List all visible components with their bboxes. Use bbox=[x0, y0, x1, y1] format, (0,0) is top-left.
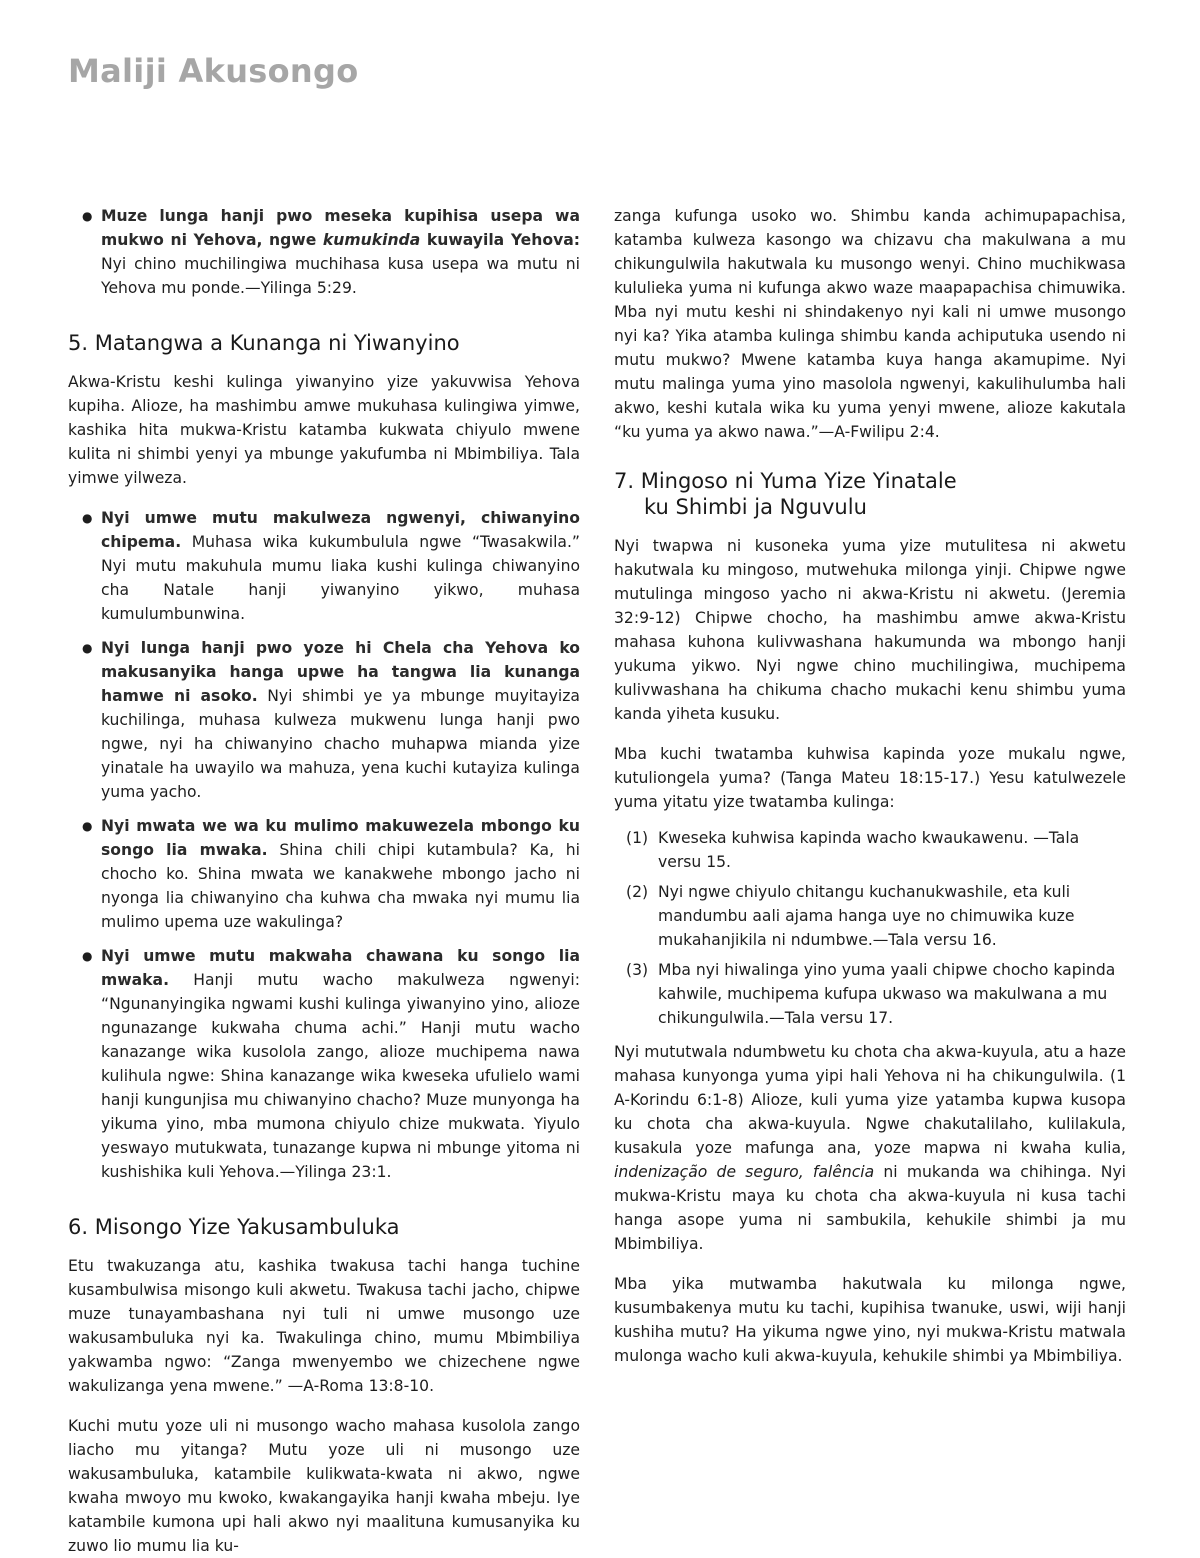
step-item bbox=[614, 826, 1126, 874]
continued-paragraph: zanga kufunga usoko wo. Shimbu kanda achimupapachisa, katamba kulweza kasongo wa chizavu cha makulwana a mu chikungulwila hakutwala ku musongo wenyi. Chino muchikwasa kululieka yuma ni kufunga akwo waze maapapachisa chimuwika. Mba nyi mutu keshi ni shindakenyo nyi kali ni umwe musongo nyi ka? Yika atamba kulinga shimbu kanda achiputuka usendo ni mutu mukwo? Mwene katamba kuya hanga akamupime. Nyi mutu malinga yuma yino masolola ngwenyi, kakulihulumba hali akwo, keshi kutala wika ku yuma yenyi mwene, alioze kakutala “ku yuma ya akwo nawa.”—A-Fwilipu 2:4. bbox=[614, 207, 1126, 441]
steps-list bbox=[614, 826, 1126, 1030]
step-number: (2) bbox=[626, 883, 649, 901]
step-text: Nyi ngwe chiyulo chitangu kuchanukwashile, eta kuli mandumbu aali ajama hanga uye no chimuwika kuze mukahanjikila ni ndumbwe.—Tala versu 16. bbox=[658, 883, 1075, 949]
left-column bbox=[68, 204, 580, 1558]
step-item bbox=[614, 880, 1126, 952]
bullet-text: Muhasa wika kukumbulula ngwe “Twasakwila.” Nyi mutu makuhula mumu liaka kushi kulinga chiwanyino cha Natale hanji yiwanyino yikwo, muhasa kumulumbunwina. bbox=[101, 533, 580, 623]
step-number: (1) bbox=[626, 829, 649, 847]
step-item bbox=[614, 958, 1126, 1030]
bullet-lead: Nyi umwe mutu makwaha chawana ku songo lia mwaka. bbox=[101, 947, 580, 989]
step-text: Mba nyi hiwalinga yino yuma yaali chipwe chocho kapinda kahwile, muchipema kufupa ukwaso wa makulwana a mu chikungulwila.—Tala versu 17. bbox=[658, 961, 1116, 1027]
bullet-text: Nyi shimbi ye ya mbunge muyitayiza kuchilinga, muhasa kulweza mukwenu lunga hanji pwo ngwe, nyi ha chiwanyino chacho muhapwa mianda yize yinatale ha uwayilo wa mahuza, yena kuchi kutayiza kulinga yuma yacho. bbox=[101, 687, 580, 801]
section-7-paragraph: Mba yika mutwamba hakutwala ku milonga ngwe, kusumbakenya mutu ku tachi, kupihisa twanuke, uswi, wiji hanji kushiha mutu? Ha yikuma ngwe yino, nyi mukwa-Kristu matwala mulonga wacho kuli akwa-kuyula, kehukile shimbi ya Mbimbiliya. bbox=[614, 1275, 1126, 1365]
section-7-paragraph: Nyi mututwala ndumbwetu ku chota cha akwa-kuyula, atu a haze mahasa kunyonga yuma yipi hali Yehova ni ha chikungulwila. (1 A-Korindu 6:1-8) Alioze, kuli yuma yize yatamba kupwa kusopa ku chota cha akwa-kuyula. Ngwe chakutalilaho, kulilakula, kusakula yoze mafunga ana, yoze mapwa ni kwaha kulia, indenização de seguro, falência ni mukanda wa chihinga. Nyi mukwa-Kristu maya ku chota cha akwa-kuyula ni kusa tachi hanga asope yuma ni sambukila, kehukile shimbi ja mu Mbimbiliya. bbox=[614, 1043, 1127, 1253]
bullet-list-top bbox=[68, 204, 580, 300]
bullet-lead: Nyi lunga hanji pwo yoze hi Chela cha Yehova ko makusanyika hanga upwe ha tangwa lia kunanga hamwe ni asoko. bbox=[101, 639, 580, 705]
right-column bbox=[614, 204, 1126, 1368]
bullet-lead: Nyi mwata we wa ku mulimo makuwezela mbongo ku songo lia mwaka. bbox=[101, 817, 580, 859]
section-7-paragraph: Nyi twapwa ni kusoneka yuma yize mutulitesa ni akwetu hakutwala ku mingoso, mutwehuka milonga yinji. Chipwe ngwe mutulinga mingoso yacho ni akwa-Kristu ni akwetu. (Jeremia 32:9-12) Chipwe chocho, ha mashimbu amwe akwa-Kristu mahasa kuhona kulivwashana hakumunda wa mbongo hanji yukuma yikwo. Nyi ngwe chino muchilingiwa, muchipema kulivwashana ha chikuma chacho mukachi kenu shimbu yuma kanda yiheta kusuku. bbox=[614, 537, 1126, 723]
section-5-bullets bbox=[68, 506, 580, 1184]
step-text: Kweseka kuhwisa kapinda wacho kwaukawenu. —Tala versu 15. bbox=[658, 829, 1080, 871]
bullet-item bbox=[68, 814, 580, 934]
bullet-text: Hanji mutu wacho makulweza ngwenyi: “Ngunanyingika ngwami kushi kulinga yiwanyino yino, alioze ngunazange kukwaha chuma achi.” Hanji mutu wacho kanazange wika kusolola zango, alioze muchipema nawa kulihula ngwe: Shina kanazange wika kweseka ufulielo wami hanji kungunjisa mu chiwanyino chacho? Muze munyonga ha yikuma yino, mba mumona chiyulo chize mukwata. Yiyulo yeswayo mutukwata, tunazange kupwa ni mbunge yitoma ni kushishika kuli Yehova.—Yilinga 23:1. bbox=[101, 971, 580, 1181]
section-6-heading: 6. Misongo Yize Yakusambuluka bbox=[68, 1215, 400, 1239]
bullet-item bbox=[68, 636, 580, 804]
bullet-item bbox=[68, 944, 580, 1184]
bullet-item bbox=[68, 204, 580, 300]
running-head: Maliji Akusongo bbox=[68, 52, 359, 90]
section-7-heading: 7. Mingoso ni Yuma Yize Yinatale ku Shimbi ja Nguvulu bbox=[614, 469, 957, 519]
step-number: (3) bbox=[626, 961, 649, 979]
bullet-text: Nyi chino muchilingiwa muchihasa kusa usepa wa mutu ni Yehova mu ponde.—Yilinga 5:29. bbox=[101, 255, 580, 297]
section-5-heading: 5. Matangwa a Kunanga ni Yiwanyino bbox=[68, 331, 460, 355]
section-5-intro: Akwa-Kristu keshi kulinga yiwanyino yize yakuvwisa Yehova kupiha. Alioze, ha mashimbu amwe mukuhasa kulingiwa yimwe, kashika hita mukwa-Kristu katamba kukwata chiyulo mwene kulita ni shimbi yenyi ya mbunge yakufumba ni Mbimbiliya. Tala yimwe yilweza. bbox=[68, 373, 580, 487]
bullet-lead: Nyi umwe mutu makulweza ngwenyi, chiwanyino chipema. bbox=[101, 509, 580, 551]
section-6-paragraph: Etu twakuzanga atu, kashika twakusa tachi hanga tuchine kusambulwisa misongo kuli akwetu. Twakusa tachi jacho, chipwe muze tunayambashana nyi tuli ni umwe musongo uze wakusambuluka nyi ka. Twakulinga chino, mumu Mbimbiliya yakwamba ngwo: “Zanga mwenyembo we chizechene ngwe wakulizanga yena mwene.” —A-Roma 13:8-10. bbox=[68, 1257, 580, 1395]
bullet-lead: Muze lunga hanji pwo meseka kupihisa usepa wa mukwo ni Yehova, ngwe kumukinda kuwayila Yehova: bbox=[101, 207, 580, 249]
section-6-paragraph: Kuchi mutu yoze uli ni musongo wacho mahasa kusolola zango liacho mu yitanga? Mutu yoze uli ni musongo uze wakusambuluka, katambile kulikwata-kwata ni akwo, ngwe kwaha mwoyo mu kwoko, kwakangayika hanji kwaha mbeju. Iye katambile kumona upi hali akwo nyi maalituna kumusanyika ku zuwo lio mumu lia ku- bbox=[68, 1417, 580, 1555]
bullet-item bbox=[68, 506, 580, 626]
section-7-paragraph: Mba kuchi twatamba kuhwisa kapinda yoze mukalu ngwe, kutuliongela yuma? (Tanga Mateu 18:15-17.) Yesu katulwezele yuma yitatu yize twatamba kulinga: bbox=[614, 745, 1126, 811]
bullet-text: Shina chili chipi kutambula? Ka, hi chocho ko. Shina mwata we kanakwehe mbongo jacho ni nyonga lia chiwanyino cha kuhwa cha mwaka nyi mumu lia mulimo upema uze wakulinga? bbox=[101, 841, 580, 931]
